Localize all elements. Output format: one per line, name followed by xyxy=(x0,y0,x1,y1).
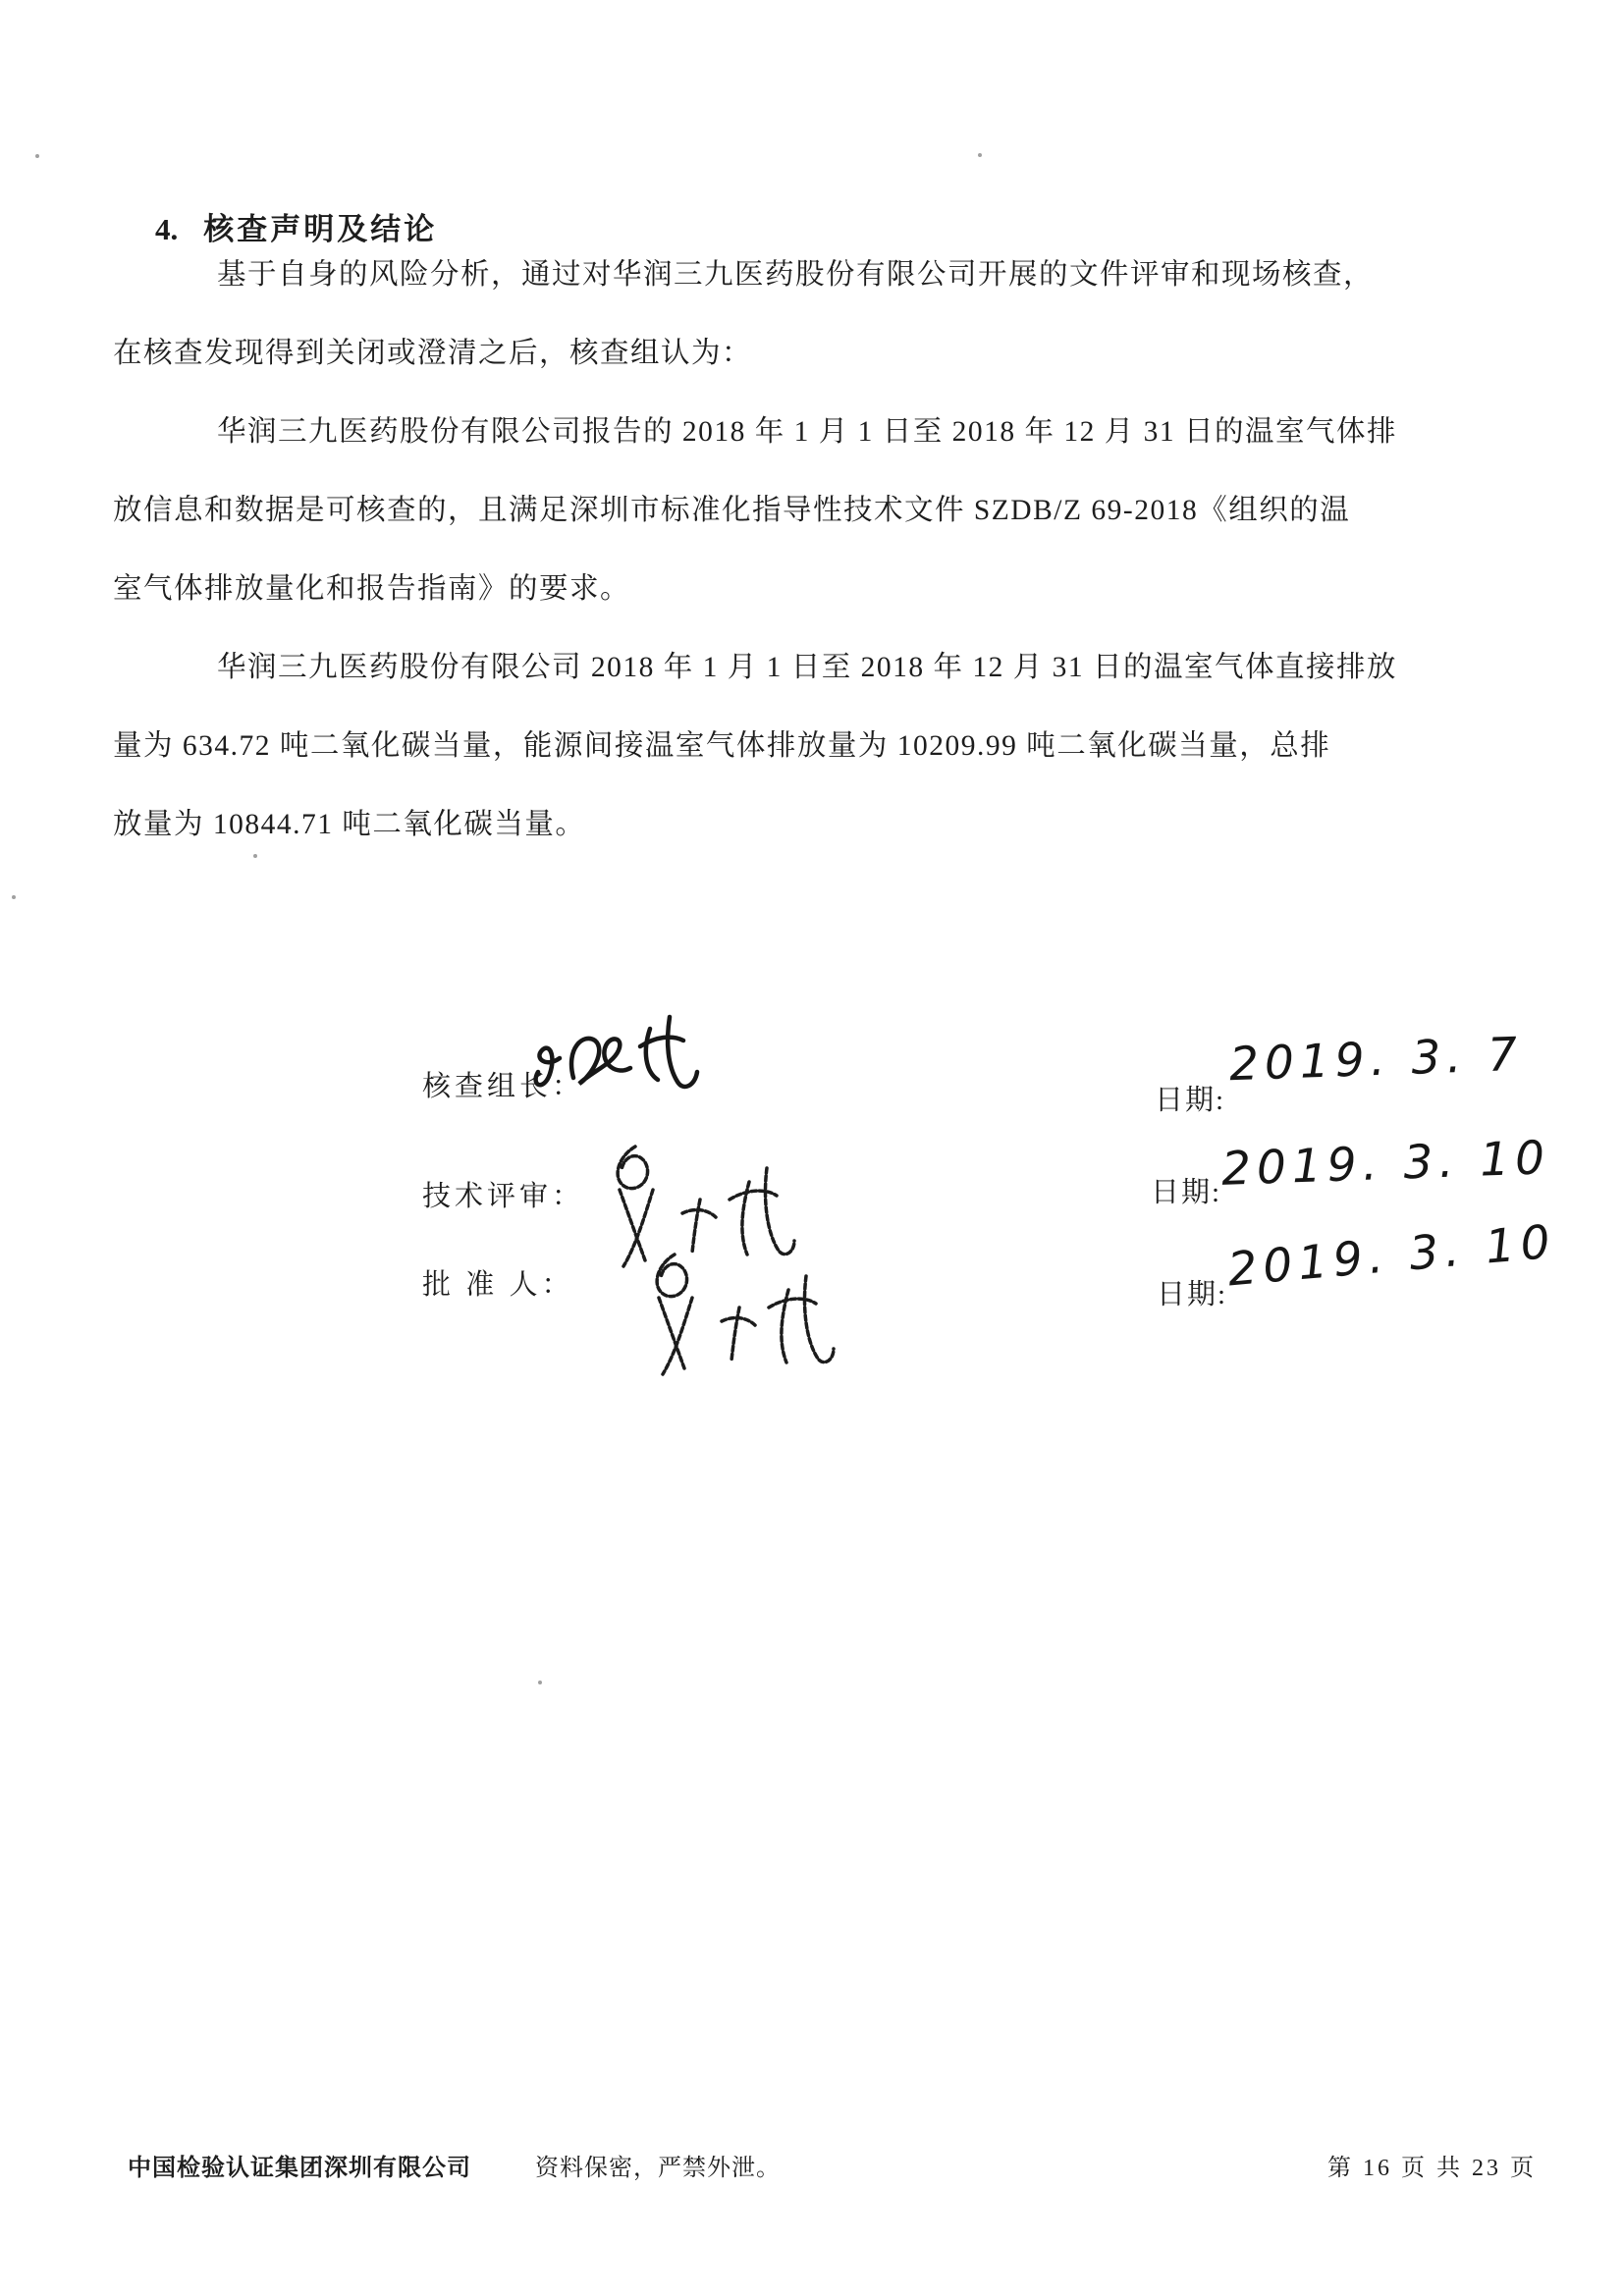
signature-role-label: 核查组长： xyxy=(422,1071,585,1102)
handwritten-date: 2019. 3. 7 xyxy=(1228,1027,1525,1093)
body-text-line: 放信息和数据是可核查的，且满足深圳市标准化指导性技术文件 SZDB/Z 69-2018《组织的温 xyxy=(113,495,1351,526)
scan-noise-dot xyxy=(35,154,39,158)
section-number: 4. xyxy=(155,212,179,246)
handwritten-date: 2019. 3. 10 xyxy=(1225,1214,1558,1298)
body-text-line: 室气体排放量化和报告指南》的要求。 xyxy=(113,573,631,605)
footer-confidentiality-notice: 资料保密，严禁外泄。 xyxy=(535,2156,781,2181)
body-text-line: 华润三九医药股份有限公司报告的 2018 年 1 月 1 日至 2018 年 12 月 31 日的温室气体排 xyxy=(217,416,1398,448)
scan-noise-dot xyxy=(12,895,16,899)
date-label: 日期: xyxy=(1155,1085,1226,1116)
body-text-line: 华润三九医药股份有限公司 2018 年 1 月 1 日至 2018 年 12 月 31 日的温室气体直接排放 xyxy=(217,652,1398,683)
date-label: 日期: xyxy=(1157,1279,1228,1310)
body-text-line: 放量为 10844.71 吨二氧化碳当量。 xyxy=(113,809,586,840)
signature-role-label: 批 准 人： xyxy=(422,1269,574,1301)
scan-noise-dot xyxy=(538,1681,542,1684)
body-text-line: 量为 634.72 吨二氧化碳当量，能源间接温室气体排放量为 10209.99 吨二氧化碳当量，总排 xyxy=(113,730,1331,762)
handwritten-signature xyxy=(520,1003,717,1111)
body-text xyxy=(113,236,1527,864)
handwritten-signature xyxy=(614,1239,889,1386)
signature-role-label: 技术评审： xyxy=(422,1181,585,1212)
scan-noise-dot xyxy=(978,153,982,157)
section-title: 核查声明及结论 xyxy=(203,212,438,246)
footer-page-number: 第 16 页 共 23 页 xyxy=(1327,2156,1537,2181)
date-label: 日期: xyxy=(1151,1177,1222,1208)
body-text-line: 在核查发现得到关闭或澄清之后，核查组认为： xyxy=(113,338,753,369)
handwritten-date: 2019. 3. 10 xyxy=(1220,1131,1551,1197)
body-text-line: 基于自身的风险分析，通过对华润三九医药股份有限公司开展的文件评审和现场核查， xyxy=(217,259,1375,291)
footer-company-name: 中国检验认证集团深圳有限公司 xyxy=(128,2156,471,2181)
